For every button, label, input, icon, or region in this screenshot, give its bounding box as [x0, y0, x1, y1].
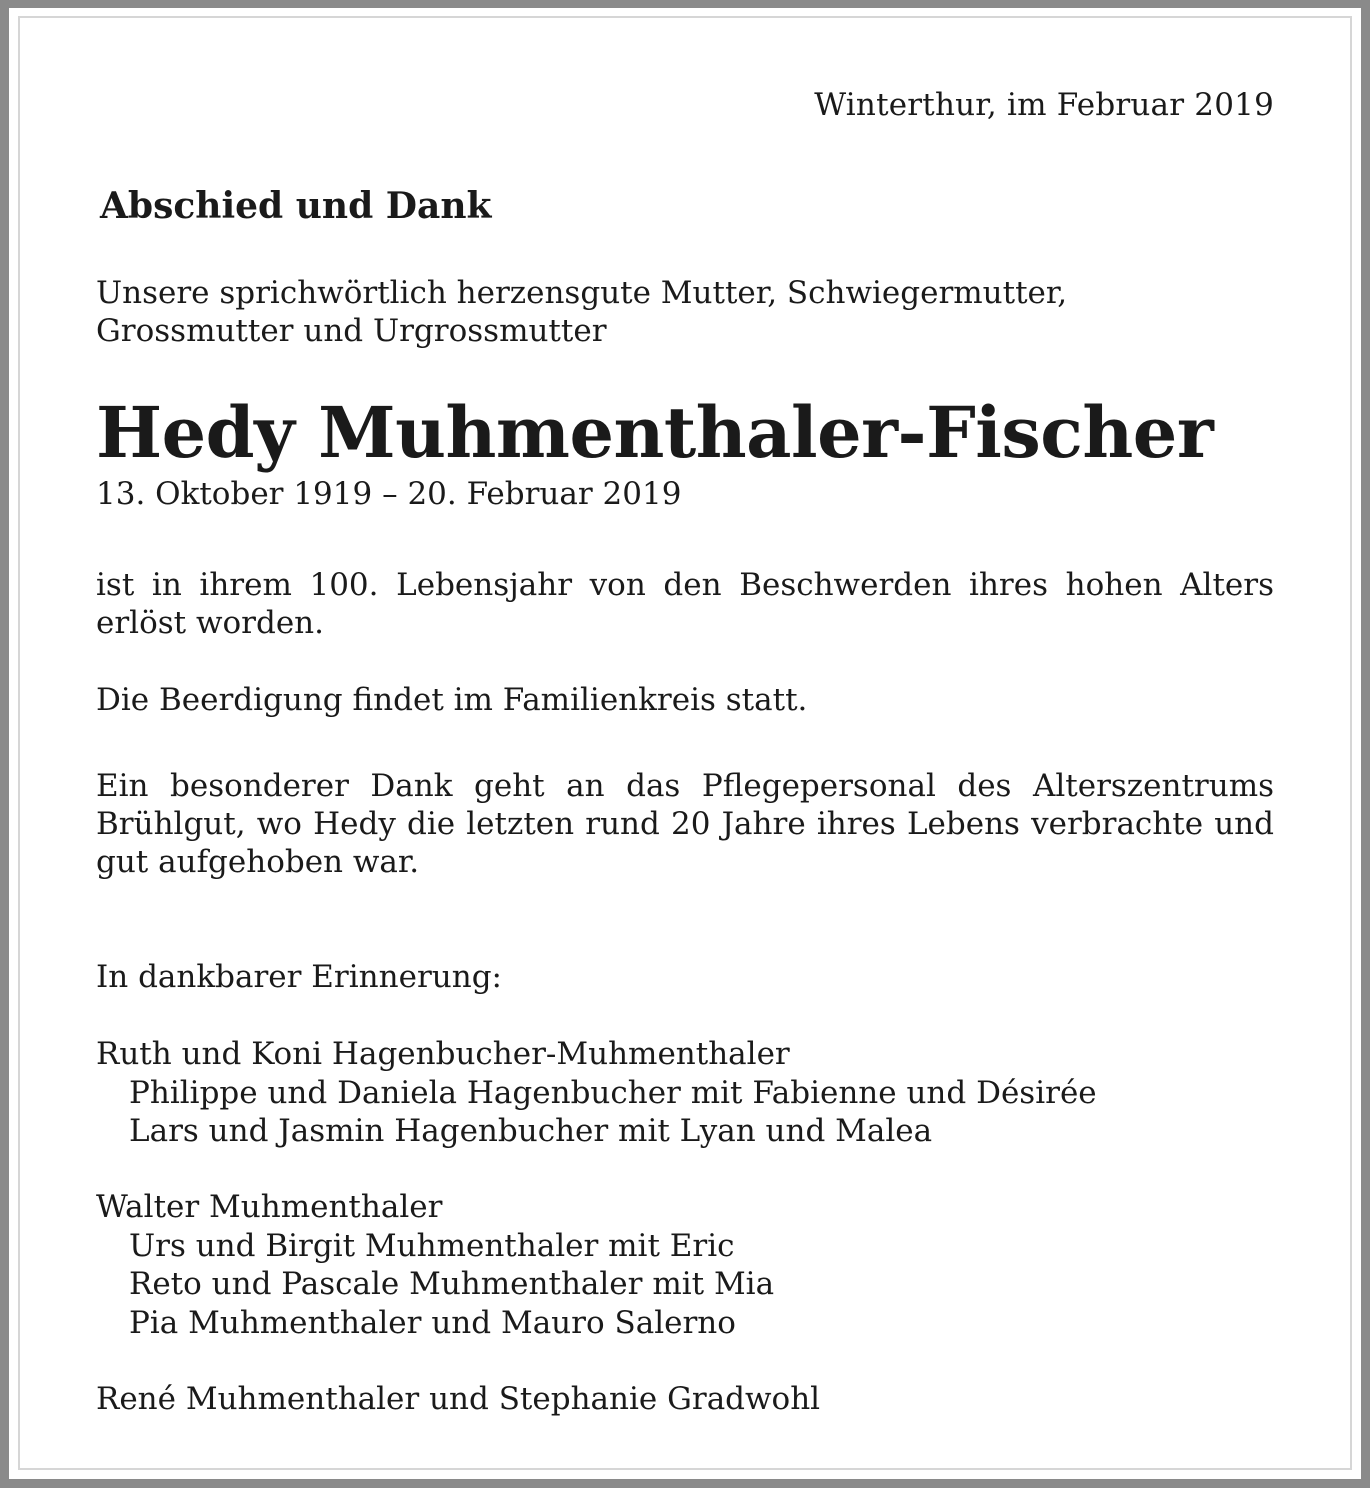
family-group-3 — [96, 1380, 820, 1419]
family-group-1 — [96, 1035, 1097, 1151]
remembrance-label: In dankbarer Erinnerung: — [96, 959, 502, 995]
notice-heading: Abschied und Dank — [100, 185, 492, 227]
paragraph-passing: ist in ihrem 100. Lebensjahr von den Beschwerden ihres hohen Alters erlöst worden. — [96, 567, 1274, 641]
family-member: Philippe und Daniela Hagenbucher mit Fabienne und Désirée — [129, 1074, 1097, 1111]
family-member: Lars und Jasmin Hagenbucher mit Lyan und Malea — [129, 1113, 933, 1149]
family-head: Walter Muhmenthaler — [96, 1189, 443, 1225]
paragraph-thanks: Ein besonderer Dank geht an das Pflegepersonal des Alterszentrums Brühlgut, wo Hedy die letzten rund 20 Jahre ihres Lebens verbrachte und gut aufgehoben war. — [96, 768, 1274, 880]
family-head: Ruth und Koni Hagenbucher-Muhmenthaler — [96, 1036, 790, 1072]
life-dates: 13. Oktober 1919 – 20. Februar 2019 — [96, 476, 682, 512]
deceased-name: Hedy Muhmenthaler-Fischer — [96, 391, 1214, 474]
family-member: Urs und Birgit Muhmenthaler mit Eric — [129, 1227, 735, 1264]
family-member: Reto und Pascale Muhmenthaler mit Mia — [129, 1266, 775, 1302]
place-and-date: Winterthur, im Februar 2019 — [814, 87, 1274, 123]
family-member: Pia Muhmenthaler und Mauro Salerno — [129, 1304, 736, 1341]
family-group-2 — [96, 1188, 774, 1342]
family-head: René Muhmenthaler und Stephanie Gradwohl — [96, 1381, 821, 1417]
intro-text: Unsere sprichwörtlich herzensgute Mutter, Schwiegermutter, Grossmutter und Urgrossmutter — [96, 275, 1068, 349]
paragraph-funeral: Die Beerdigung findet im Familienkreis statt. — [96, 682, 808, 718]
